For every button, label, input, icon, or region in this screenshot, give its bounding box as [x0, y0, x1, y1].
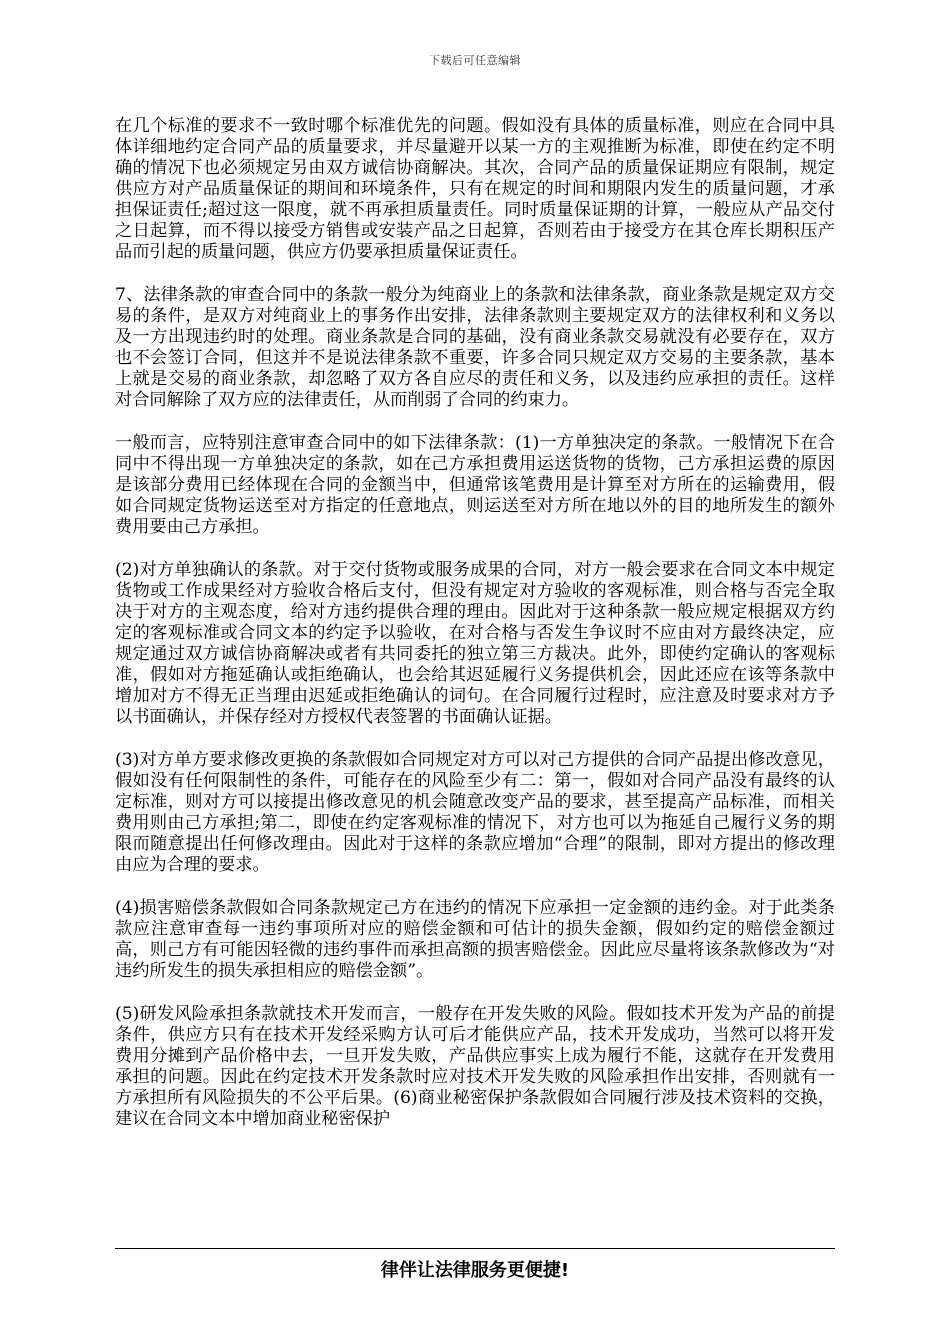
paragraph-damages-clause: (4)损害赔偿条款假如合同条款规定己方在违约的情况下应承担一定金额的违约金。对于此类条款应注意审查每一违约事项所对应的赔偿金额和可估计的损失金额，假如约定的赔偿金额过高，则己方有可能因轻微的违约事件而承担高额的损害赔偿金。因此应尽量将该条款修改为“对违约所发生的损失承担相应的赔偿金额”。 [115, 898, 835, 981]
document-body [115, 116, 835, 1130]
paragraph-unilateral-decision-clause: 一般而言，应特别注意审查合同中的如下法律条款：(1)一方单独决定的条款。一般情况下在合同中不得出现一方单独决定的条款，如在己方承担费用运送货物的货物，己方承担运费的原因是该部分费用已经体现在合同的金额当中，但通常该笔费用是计算至对方所在的运输费用，假如合同规定货物运送至对方指定的任意地点，则运送至对方所在地以外的目的地所发生的额外费用要由己方承担。 [115, 433, 835, 537]
page-footer: 律伴让法律服务更便捷! [380, 1260, 570, 1281]
page-header: 下载后可任意编辑 [429, 54, 521, 67]
paragraph-rd-risk-clause: (5)研发风险承担条款就技术开发而言，一般存在开发失败的风险。假如技术开发为产品的前提条件，供应方只有在技术开发经采购方认可后才能供应产品，技术开发成功，当然可以将开发费用分摊到产品价格中去，一旦开发失败，产品供应事实上成为履行不能，这就存在开发费用承担的问题。因此在约定技术开发条款时应对技术开发失败的风险承担作出安排，否则就有一方承担所有风险损失的不公平后果。(6)商业秘密保护条款假如合同履行涉及技术资料的交换，建议在合同文本中增加商业秘密保护 [115, 1004, 835, 1129]
paragraph-quality-standard: 在几个标准的要求不一致时哪个标准优先的问题。假如没有具体的质量标准，则应在合同中具体详细地约定合同产品的质量要求，并尽量避开以某一方的主观推断为标准，即使在约定不明确的情况下也必须规定另由双方诚信协商解决。其次，合同产品的质量保证期应有限制，规定供应方对产品质量保证的期间和环境条件，只有在规定的时间和期限内发生的质量问题，才承担保证责任;超过这一限度，就不再承担质量责任。同时质量保证期的计算，一般应从产品交付之日起算，而不得以接受方销售或安装产品之日起算，否则若由于接受方在其仓库长期积压产品而引起的质量问题，供应方仍要承担质量保证责任。 [115, 116, 835, 262]
footer-divider [115, 1248, 835, 1249]
paragraph-unilateral-confirmation-clause: (2)对方单独确认的条款。对于交付货物或服务成果的合同，对方一般会要求在合同文本中规定货物或工作成果经对方验收合格后支付，但没有规定对方验收的客观标准，则合格与否完全取决于对方的主观态度，给对方违约提供合理的理由。因此对于这种条款一般应规定根据双方约定的客观标准或合同文本的约定予以验收，在对合格与否发生争议时不应由对方最终决定，应规定通过双方诚信协商解决或者有共同委托的独立第三方裁决。此外，即使约定确认的客观标准，假如对方拖延确认或拒绝确认，也会给其迟延履行义务提供机会，因此还应在该等条款中增加对方不得无正当理由迟延或拒绝确认的词句。在合同履行过程时，应注意及时要求对方予以书面确认，并保存经对方授权代表签署的书面确认证据。 [115, 560, 835, 727]
paragraph-modification-clause: (3)对方单方要求修改更换的条款假如合同规定对方可以对己方提供的合同产品提出修改意见，假如没有任何限制性的条件，可能存在的风险至少有二：第一，假如对合同产品没有最终的认定标准，则对方可以接提出修改意见的机会随意改变产品的要求，甚至提高产品标准，而相关费用则由己方承担;第二，即使在约定客观标准的情况下，对方也可以为拖延自己履行义务的期限而随意提出任何修改理由。因此对于这样的条款应增加“合理”的限制，即对方提出的修改理由应为合理的要求。 [115, 750, 835, 875]
paragraph-legal-clause-review: 7、法律条款的审查合同中的条款一般分为纯商业上的条款和法律条款，商业条款是规定双方交易的条件，是双方对纯商业上的事务作出安排，法律条款则主要规定双方的法律权利和义务以及一方出现违约时的处理。商业条款是合同的基础，没有商业条款交易就没有必要存在，双方也不会签订合同，但这并不是说法律条款不重要，许多合同只规定双方交易的主要条款，基本上就是交易的商业条款，却忽略了双方各自应尽的责任和义务，以及违约应承担的责任。这样对合同解除了双方应的法律责任，从而削弱了合同的约束力。 [115, 285, 835, 410]
